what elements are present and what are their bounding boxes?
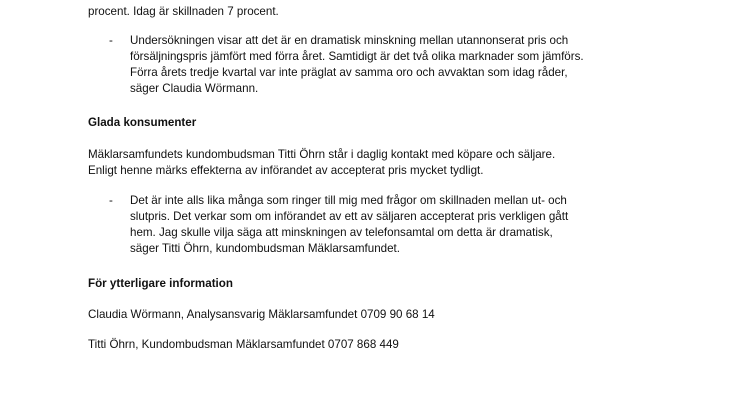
quote1-line-2: försäljningspris jämfört med förra året. Samtidigt är det två olika marknader som jämförs. xyxy=(130,50,584,63)
section-heading-glada-konsumenter: Glada konsumenter xyxy=(88,116,197,129)
section1-line-1: Mäklarsamfundets kundombudsman Titti Öhrn står i daglig kontakt med köpare och säljare. xyxy=(88,148,556,161)
quote2-dash: - xyxy=(109,194,113,207)
quote2-line-2: slutpris. Det verkar som om införandet av ett av säljaren accepterat pris verkligen gått xyxy=(130,210,569,223)
contact-claudia: Claudia Wörmann, Analysansvarig Mäklarsamfundet 0709 90 68 14 xyxy=(88,308,435,321)
quote2-line-4: säger Titti Öhrn, kundombudsman Mäklarsamfundet. xyxy=(130,242,401,255)
quote2-line-3: hem. Jag skulle vilja säga att minskningen av telefonsamtal om detta är dramatisk, xyxy=(130,226,553,239)
quote1-line-1: Undersökningen visar att det är en dramatisk minskning mellan utannonserat pris och xyxy=(130,34,569,47)
section1-line-2: Enligt henne märks effekterna av införandet av accepterat pris mycket tydligt. xyxy=(88,164,484,177)
quote2-line-1: Det är inte alls lika många som ringer till mig med frågor om skillnaden mellan ut- och xyxy=(130,194,567,207)
quote1-line-3: Förra årets tredje kvartal var inte präglat av samma oro och avvaktan som idag råder, xyxy=(130,66,568,79)
quote1-dash: - xyxy=(109,34,113,47)
contact-titti: Titti Öhrn, Kundombudsman Mäklarsamfundet 0707 868 449 xyxy=(88,338,399,351)
section-heading-ytterligare-information: För ytterligare information xyxy=(88,277,233,290)
intro-text: procent. Idag är skillnaden 7 procent. xyxy=(88,5,279,18)
quote1-line-4: säger Claudia Wörmann. xyxy=(130,82,259,95)
